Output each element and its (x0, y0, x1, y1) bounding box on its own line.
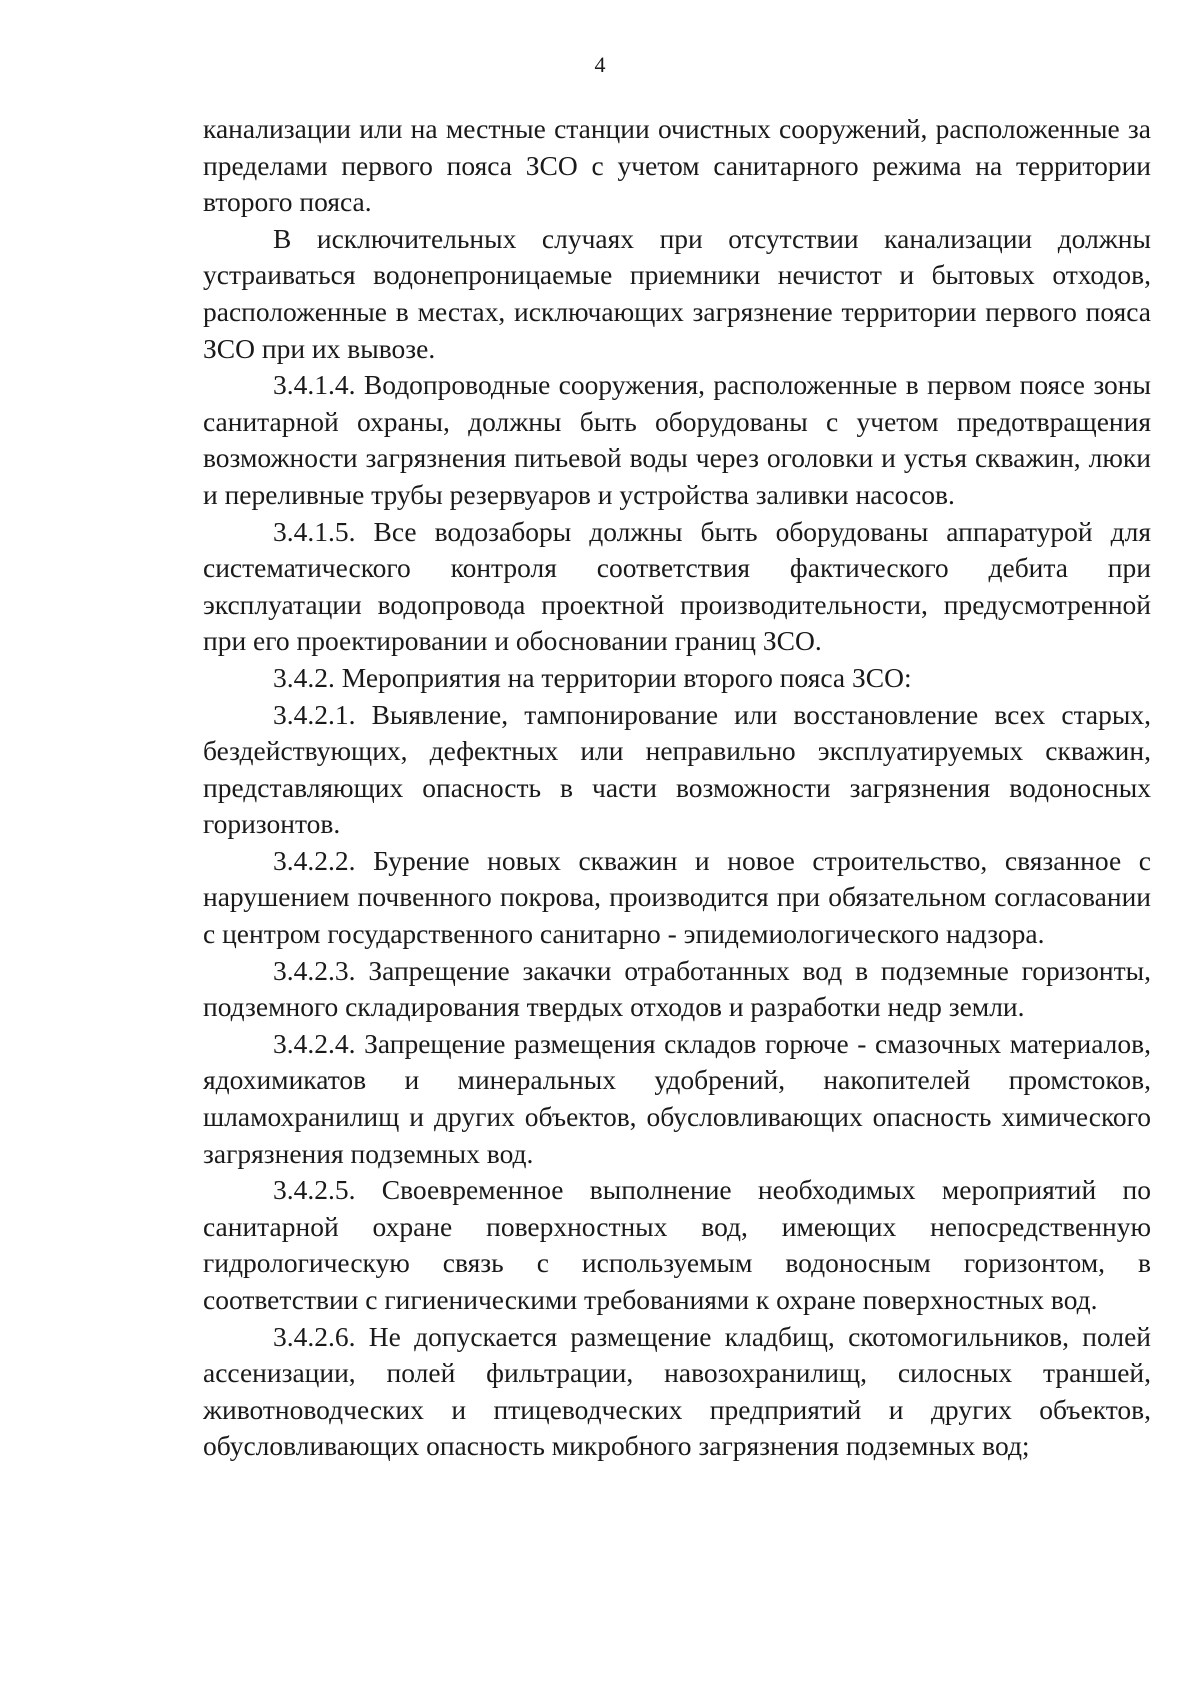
paragraph-3-4-1-4: 3.4.1.4. Водопроводные сооружения, расположенные в первом поясе зоны санитарной охраны, должны быть оборудованы с учетом предотвращения возможности загрязнения питьевой воды через оголовки и устья скважин, люки и переливные трубы резервуаров и устройства заливки насосов. (203, 369, 1151, 510)
paragraph-3-4-2-6: 3.4.2.6. Не допускается размещение кладбищ, скотомогильников, полей ассенизации, полей фильтрации, навозохранилищ, силосных траншей, животноводческих и птицеводческих предприятий и других объектов, обусловливающих опасность микробного загрязнения подземных вод; (203, 1320, 1151, 1462)
paragraph-3-4-2: 3.4.2. Мероприятия на территории второго пояса ЗСО: (273, 661, 912, 693)
document-body (203, 111, 1151, 1465)
paragraph-continuation: канализации или на местные станции очистных сооружений, расположенные за пределами первого пояса ЗСО с учетом санитарного режима на территории второго пояса. (203, 113, 1151, 218)
paragraph-3-4-2-5: 3.4.2.5. Своевременное выполнение необходимых мероприятий по санитарной охране поверхностных вод, имеющих непосредственную гидрологическую связь с используемым водоносным горизонтом, в соответствии с гигиеническими требованиями к охране поверхностных вод. (203, 1174, 1151, 1315)
paragraph-3-4-2-2: 3.4.2.2. Бурение новых скважин и новое строительство, связанное с нарушением почвенного покрова, производится при обязательном согласовании с центром государственного санитарно - эпидемиологического надзора. (203, 844, 1151, 950)
paragraph-exceptional-cases: В исключительных случаях при отсутствии канализации должны устраиваться водонепроницаемые приемники нечистот и бытовых отходов, расположенные в местах, исключающих загрязнение территории первого пояса ЗСО при их вывозе. (203, 222, 1151, 364)
paragraph-3-4-2-4: 3.4.2.4. Запрещение размещения складов горюче - смазочных материалов, ядохимикатов и минеральных удобрений, накопителей промстоков, шламохранилищ и других объектов, обусловливающих опасность химического загрязнения подземных вод. (203, 1027, 1151, 1169)
paragraph-3-4-2-3: 3.4.2.3. Запрещение закачки отработанных вод в подземные горизонты, подземного складирования твердых отходов и разработки недр земли. (203, 954, 1151, 1023)
paragraph-3-4-2-1: 3.4.2.1. Выявление, тампонирование или восстановление всех старых, бездействующих, дефектных или неправильно эксплуатируемых скважин, представляющих опасность в части возможности загрязнения водоносных горизонтов. (203, 698, 1151, 840)
page-number: 4 (594, 52, 606, 77)
paragraph-3-4-1-5: 3.4.1.5. Все водозаборы должны быть оборудованы аппаратурой для систематического контроля соответствия фактического дебита при эксплуатации водопровода проектной производительности, предусмотренной при его проектировании и обосновании границ ЗСО. (203, 515, 1151, 657)
